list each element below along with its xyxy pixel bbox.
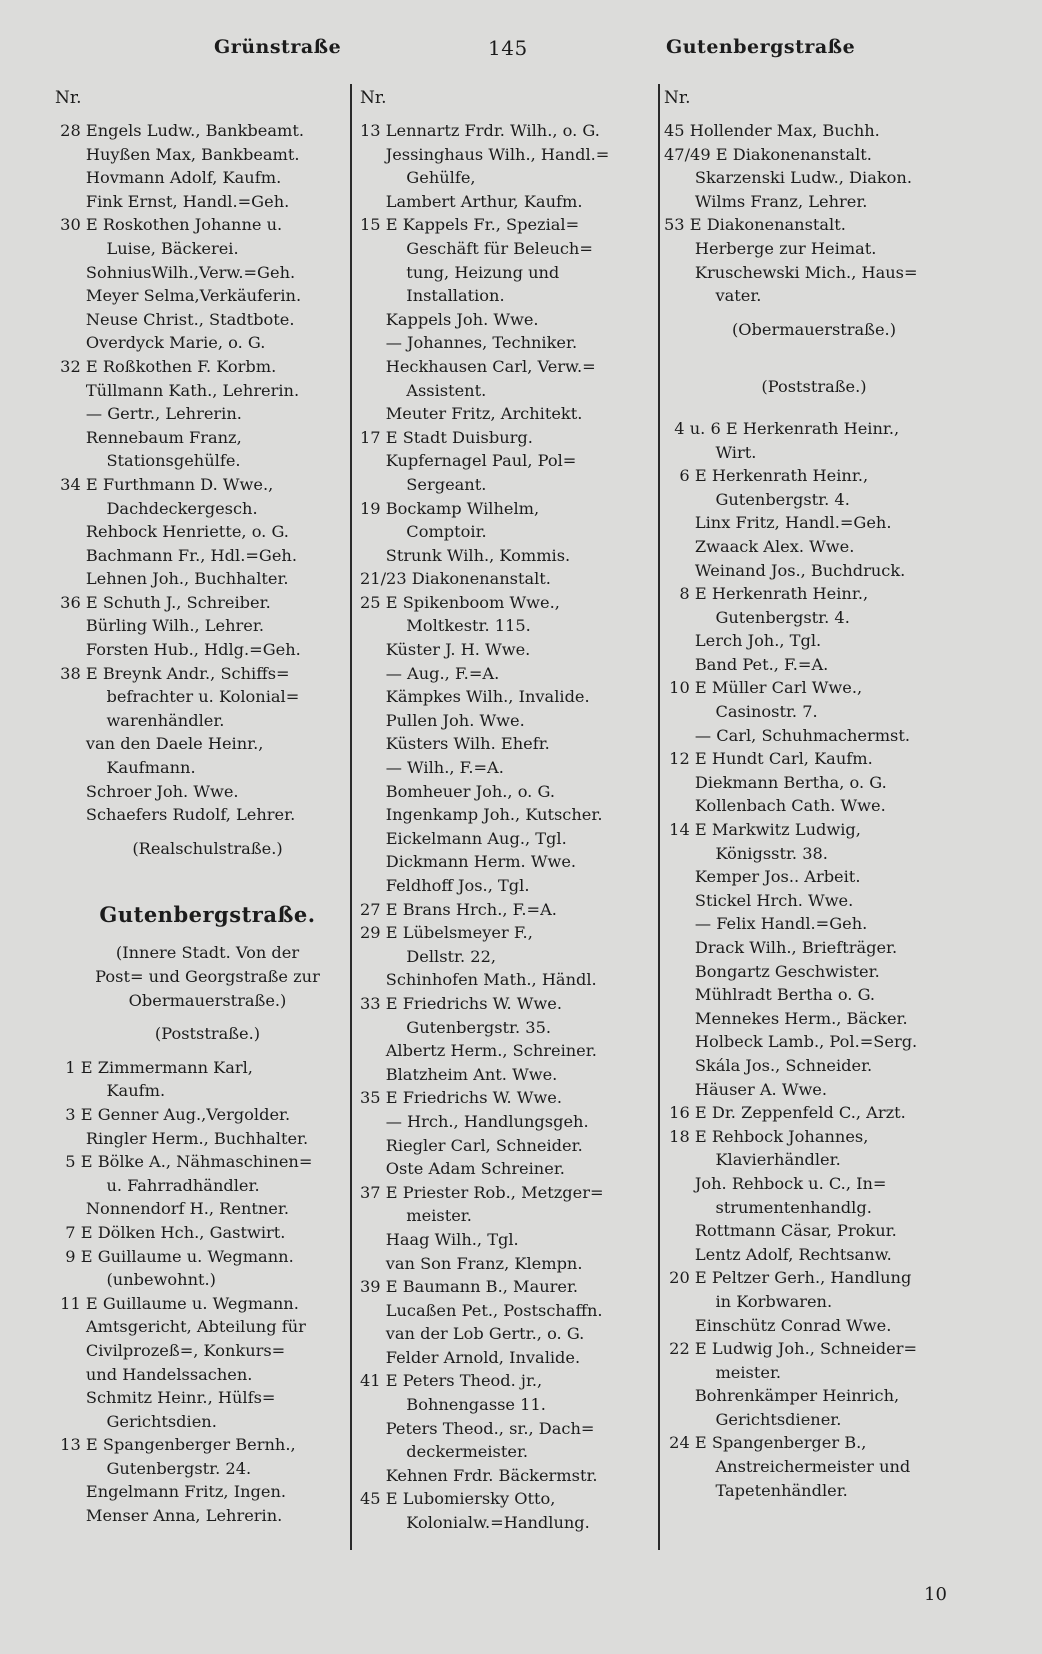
directory-entry-line: Bongartz Geschwister. [664,961,880,981]
directory-entry-line: Ringler Herm., Buchhalter. [55,1128,309,1148]
directory-entry-line: Civilprozeß=, Konkurs= [55,1340,286,1360]
directory-entry-line: 20 E Peltzer Gerh., Handlung [664,1268,912,1288]
column-nr-label: Nr. [55,88,82,108]
directory-entry-line: — Carl, Schuhmachermst. [664,725,910,745]
directory-entry-line: 45 Hollender Max, Buchh. [664,121,880,140]
directory-entry-line: Häuser A. Wwe. [664,1079,828,1099]
entry-list [664,119,964,308]
directory-entry-line: Overdyck Marie, o. G. [55,333,266,353]
directory-entry-line: Fink Ernst, Handl.=Geh. [55,191,290,211]
directory-entry-line: 30 E Roskothen Johanne u. [55,215,283,235]
directory-entry-line: Lambert Arthur, Kaufm. [360,191,583,211]
directory-entry-line: 8 E Herkenrath Heinr., [664,584,869,604]
directory-entry-line: Dickmann Herm. Wwe. [360,852,577,872]
directory-entry-line: Kappels Joh. Wwe. [360,309,539,329]
directory-entry-line: Bomheuer Joh., o. G. [360,781,555,801]
street-description-line: Post= und Georgstraße zur [95,967,320,986]
directory-entry-line: Kehnen Frdr. Bäckermstr. [360,1465,598,1485]
directory-entry-line: Casinostr. 7. [664,702,818,722]
directory-entry-line: Assistent. [360,380,487,400]
directory-entry-line: Holbeck Lamb., Pol.=Serg. [664,1032,918,1052]
directory-entry-line: meister. [360,1206,472,1226]
directory-entry-line: van der Lob Gertr., o. G. [360,1324,585,1344]
note-obermauerstrasse: (Obermauerstraße.) [731,319,897,339]
directory-entry-line: tung, Heizung und [360,262,560,282]
directory-entry-line: Gehülfe, [360,168,476,188]
directory-entry-line: Geschäft für Beleuch= [360,238,593,258]
entry-list [360,119,660,1535]
directory-entry-line: Forsten Hub., Hdlg.=Geh. [55,640,301,660]
directory-entry-line: Lerch Joh., Tgl. [664,631,822,651]
directory-entry-line: Menser Anna, Lehrerin. [55,1506,283,1526]
directory-entry-line: Band Pet., F.=A. [664,654,829,674]
street-heading: Gutenbergstraße. [99,902,316,928]
directory-entry-line: van den Daele Heinr., [55,734,264,754]
directory-entry-line: Einschütz Conrad Wwe. [664,1315,892,1335]
directory-entry-line: Strunk Wilh., Kommis. [360,545,571,565]
directory-entry-line: Hovmann Adolf, Kaufm. [55,168,282,188]
directory-entry-line: Comptoir. [360,522,487,542]
directory-entry-line: Schinhofen Math., Händl. [360,970,597,990]
directory-entry-line: 3 E Genner Aug.,Vergolder. [55,1104,291,1124]
note-poststrasse: (Poststraße.) [761,377,867,397]
directory-entry-line: 32 E Roßkothen F. Korbm. [55,356,277,376]
directory-entry-line: Küsters Wilh. Ehefr. [360,734,550,754]
directory-entry-line: Weinand Jos., Buchdruck. [664,560,906,580]
directory-entry-line: Klavierhändler. [664,1150,841,1170]
directory-entry-line: Gerichtsdiener. [664,1409,842,1429]
directory-entry-line: Mennekes Herm., Bäcker. [664,1008,908,1028]
directory-entry-line: Bachmann Fr., Hdl.=Geh. [55,545,297,565]
directory-entry-line: 5 E Bölke A., Nähmaschinen= [55,1152,313,1172]
directory-entry-line: Pullen Joh. Wwe. [360,710,525,730]
directory-entry-line: Zwaack Alex. Wwe. [664,536,855,556]
directory-entry-line: Felder Arnold, Invalide. [360,1347,581,1367]
directory-entry-line: 36 E Schuth J., Schreiber. [55,592,271,612]
directory-entry-line: Schaefers Rudolf, Lehrer. [55,805,296,825]
directory-entry-line: 10 E Müller Carl Wwe., [664,678,863,698]
directory-entry-line: 24 E Spangenberger B., [664,1433,867,1453]
directory-entry-line: Kaufm. [55,1081,166,1101]
directory-entry-line: Joh. Rehbock u. C., In= [664,1173,887,1193]
directory-entry-line: Königsstr. 38. [664,843,828,863]
street-description-line: Obermauerstraße.) [128,990,287,1010]
directory-entry-line: Tapetenhändler. [664,1480,848,1500]
column-2 [360,83,660,1535]
header-left-street: Grünstraße [214,36,342,58]
directory-entry-line: Meyer Selma,Verkäuferin. [55,286,302,306]
directory-entry-line: Kruschewski Mich., Haus= [664,262,918,282]
directory-entry-line: Stickel Hrch. Wwe. [664,890,854,910]
directory-entry-line: 38 E Breynk Andr., Schiffs= [55,663,290,683]
directory-entry-line: (unbewohnt.) [55,1270,216,1290]
directory-entry-line: 12 E Hundt Carl, Kaufm. [664,749,873,769]
directory-entry-line: Linx Fritz, Handl.=Geh. [664,513,892,533]
directory-entry-line: und Handelssachen. [55,1364,253,1384]
directory-entry-line: 39 E Baumann B., Maurer. [360,1277,579,1297]
header-page-number: 145 [488,36,528,60]
column-1 [55,83,360,1528]
directory-entry-line: strumentenhandlg. [664,1197,872,1217]
directory-entry-line: vater. [664,286,762,306]
directory-entry-line: Heckhausen Carl, Verw.= [360,356,596,376]
directory-entry-line: Skála Jos., Schneider. [664,1055,873,1075]
directory-entry-line: Kollenbach Cath. Wwe. [664,796,886,816]
directory-entry-line: van Son Franz, Klempn. [360,1253,583,1273]
directory-entry-line: Küster J. H. Wwe. [360,640,531,660]
directory-entry-line: 15 E Kappels Fr., Spezial= [360,215,580,235]
directory-entry-line: in Korbwaren. [664,1291,833,1311]
entry-list [664,417,964,1502]
directory-entry-line: 11 E Guillaume u. Wegmann. [55,1293,299,1313]
directory-entry-line: Haag Wilh., Tgl. [360,1229,519,1249]
entry-list [55,119,360,827]
directory-entry-line: Huyßen Max, Bankbeamt. [55,144,300,164]
directory-entry-line: — Felix Handl.=Geh. [664,914,868,934]
note-realschulstrasse: (Realschulstraße.) [132,838,283,858]
directory-entry-line: Dachdeckergesch. [55,498,258,518]
directory-entry-line: Kupfernagel Paul, Pol= [360,451,577,471]
directory-entry-line: Kolonialw.=Handlung. [360,1513,590,1533]
directory-entry-line: Gerichtsdien. [55,1411,217,1431]
directory-entry-line: SohniusWilh.,Verw.=Geh. [55,262,296,282]
directory-entry-line: 35 E Friedrichs W. Wwe. [360,1088,562,1108]
directory-entry-line: 22 E Ludwig Joh., Schneider= [664,1339,918,1359]
directory-entry-line: Riegler Carl, Schneider. [360,1135,583,1155]
directory-entry-line: Neuse Christ., Stadtbote. [55,309,295,329]
directory-entry-line: Tüllmann Kath., Lehrerin. [55,380,300,400]
directory-entry-line: Gutenbergstr. 35. [360,1017,552,1037]
directory-entry-line: Amtsgericht, Abteilung für [55,1317,306,1337]
directory-entry-line: Skarzenski Ludw., Diakon. [664,168,912,188]
directory-entry-line: Rennebaum Franz, [55,427,242,447]
directory-entry-line: 4 u. 6 E Herkenrath Heinr., [664,418,900,438]
directory-entry-line: Gutenbergstr. 4. [664,489,850,509]
directory-entry-line: u. Fahrradhändler. [55,1175,260,1195]
directory-entry-line: Installation. [360,286,505,306]
directory-entry-line: Anstreichermeister und [664,1457,911,1477]
directory-entry-line: 6 E Herkenrath Heinr., [664,466,869,486]
street-description [55,941,360,1012]
column-nr-label: Nr. [360,88,387,108]
directory-entry-line: Wilms Franz, Lehrer. [664,191,868,211]
directory-entry-line: Feldhoff Jos., Tgl. [360,876,530,895]
directory-entry-line: 13 Lennartz Frdr. Wilh., o. G. [360,121,600,140]
directory-entry-line: Wirt. [664,442,757,462]
directory-entry-line: 7 E Dölken Hch., Gastwirt. [55,1222,286,1242]
directory-entry-line: 13 E Spangenberger Bernh., [55,1435,296,1455]
directory-entry-line: Oste Adam Schreiner. [360,1159,565,1179]
directory-entry-line: Rottmann Cäsar, Prokur. [664,1221,897,1241]
directory-entry-line: Stationsgehülfe. [55,451,241,471]
directory-entry-line: Eickelmann Aug., Tgl. [360,828,567,848]
directory-entry-line: Luise, Bäckerei. [55,238,239,258]
directory-entry-line: Nonnendorf H., Rentner. [55,1199,289,1219]
directory-entry-line: 34 E Furthmann D. Wwe., [55,474,274,494]
directory-entry-line: Bürling Wilh., Lehrer. [55,616,264,636]
footer-page-number: 10 [924,1584,947,1605]
directory-entry-line: 45 E Lubomiersky Otto, [360,1489,556,1509]
directory-entry-line: Kämpkes Wilh., Invalide. [360,687,590,707]
directory-entry-line: Schmitz Heinr., Hülfs= [55,1388,276,1408]
directory-entry-line: 27 E Brans Hrch., F.=A. [360,899,557,919]
directory-entry-line: Jessinghaus Wilh., Handl.= [360,144,610,164]
directory-entry-line: 21/23 Diakonenanstalt. [360,569,551,589]
directory-entry-line: befrachter u. Kolonial= [55,687,300,707]
directory-entry-line: Peters Theod., sr., Dach= [360,1418,595,1438]
directory-entry-line: Moltkestr. 115. [360,616,531,636]
note-poststrasse: (Poststraße.) [154,1024,261,1044]
header-right-street: Gutenbergstraße [666,36,856,58]
directory-entry-line: 47/49 E Diakonenanstalt. [664,144,872,164]
directory-entry-line: Blatzheim Ant. Wwe. [360,1064,558,1084]
directory-entry-line: Lentz Adolf, Rechtsanw. [664,1244,892,1264]
directory-entry-line: Kaufmann. [55,758,196,778]
street-description-line: (Innere Stadt. Von der [115,943,300,963]
directory-entry-line: Diekmann Bertha, o. G. [664,772,887,792]
directory-entry-line: Albertz Herm., Schreiner. [360,1041,597,1061]
directory-entry-line: 41 E Peters Theod. jr., [360,1371,543,1391]
directory-entry-line: 19 Bockamp Wilhelm, [360,498,540,518]
directory-entry-line: 33 E Friedrichs W. Wwe. [360,993,562,1013]
directory-entry-line: Engelmann Fritz, Ingen. [55,1482,287,1502]
directory-entry-line: Ingenkamp Joh., Kutscher. [360,805,603,825]
directory-entry-line: — Aug., F.=A. [360,663,500,683]
directory-entry-line: 53 E Diakonenanstalt. [664,215,846,235]
directory-entry-line: Lehnen Joh., Buchhalter. [55,569,289,589]
directory-entry-line: — Wilh., F.=A. [360,758,504,778]
directory-entry-line: Meuter Fritz, Architekt. [360,404,583,424]
directory-entry-line: Gutenbergstr. 4. [664,607,850,627]
directory-entry-line: Mühlradt Bertha o. G. [664,985,876,1005]
directory-entry-line: 29 E Lübelsmeyer F., [360,923,533,943]
directory-entry-line: — Gertr., Lehrerin. [55,404,242,424]
directory-entry-line: Bohrenkämper Heinrich, [664,1386,900,1406]
directory-entry-line: deckermeister. [360,1442,529,1462]
directory-entry-line: Rehbock Henriette, o. G. [55,522,289,542]
directory-entry-line: 14 E Markwitz Ludwig, [664,820,861,840]
column-nr-label: Nr. [664,88,691,108]
directory-entry-line: 28 Engels Ludw., Bankbeamt. [55,121,304,140]
directory-entry-line: Kemper Jos.. Arbeit. [664,867,861,887]
directory-entry-line: 25 E Spikenboom Wwe., [360,592,560,612]
directory-entry-line: — Hrch., Handlungsgeh. [360,1111,589,1131]
directory-entry-line: Gutenbergstr. 24. [55,1458,252,1478]
directory-entry-line: Drack Wilh., Briefträger. [664,938,898,957]
directory-entry-line: 1 E Zimmermann Karl, [55,1057,253,1077]
column-3 [664,83,964,1502]
directory-entry-line: 9 E Guillaume u. Wegmann. [55,1246,294,1266]
directory-entry-line: meister. [664,1362,782,1382]
directory-entry-line: Sergeant. [360,474,487,494]
entry-list [55,1056,360,1528]
directory-entry-line: Dellstr. 22, [360,946,497,966]
directory-entry-line: Schroer Joh. Wwe. [55,781,239,801]
directory-entry-line: 17 E Stadt Duisburg. [360,427,533,447]
directory-entry-line: 16 E Dr. Zeppenfeld C., Arzt. [664,1103,906,1123]
directory-entry-line: Bohnengasse 11. [360,1395,546,1415]
directory-entry-line: warenhändler. [55,710,225,730]
directory-entry-line: Herberge zur Heimat. [664,238,877,258]
directory-entry-line: Lucaßen Pet., Postschaffn. [360,1300,603,1320]
directory-entry-line: 18 E Rehbock Johannes, [664,1126,869,1146]
directory-entry-line: 37 E Priester Rob., Metzger= [360,1182,604,1202]
directory-entry-line: — Johannes, Techniker. [360,333,578,353]
